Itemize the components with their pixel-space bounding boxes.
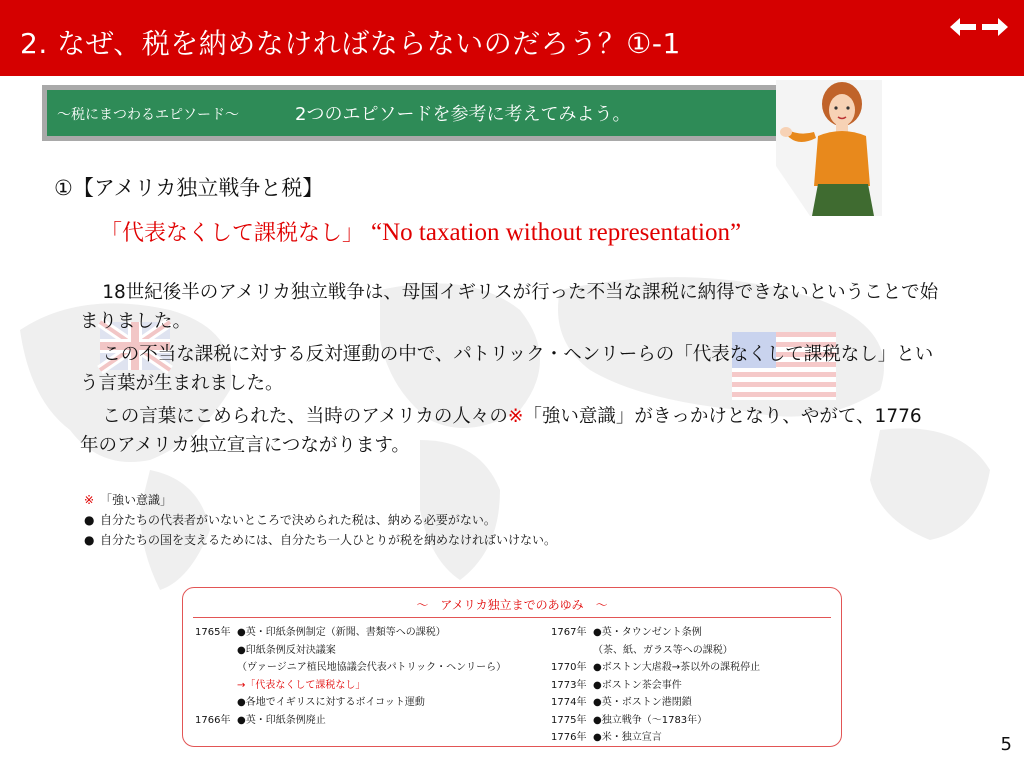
presenter-illustration (770, 76, 888, 216)
arrow-right-icon[interactable] (980, 14, 1010, 40)
list-item: ● 自分たちの国を支えるためには、自分たち一人ひとりが税を納めなければいけない。 (84, 530, 556, 550)
timeline-row: （茶、紙、ガラス等への課税） (593, 644, 733, 656)
note-title: 「強い意識」 (100, 493, 173, 507)
slide-navigation (948, 14, 1010, 40)
timeline-row: 1765年 ●英・印紙条例制定（新聞、書類等への課税） (195, 627, 446, 638)
header-bar (0, 0, 1024, 76)
notes (84, 490, 556, 550)
paragraph-3: この言葉にこめられた、当時のアメリカの人々の※「強い意識」がきっかけとなり、やがて、1776年のアメリカ独立宣言につながります。 (80, 406, 922, 456)
timeline-row: 1774年 ●英・ボストン港閉鎖 (551, 697, 692, 708)
timeline-row: （ヴァージニア植民地協議会代表パトリック・ヘンリーら） (237, 662, 507, 673)
timeline-row: 1770年 ●ボストン大虐殺→茶以外の課税停止 (551, 662, 761, 673)
bullet-icon: ● (84, 533, 95, 547)
page-title: 2. なぜ、税を納めなければならないのだろう？①-1 (20, 27, 681, 60)
note-title-row (84, 490, 556, 510)
note-marker: ※ (507, 406, 524, 427)
timeline-row: 1773年 ●ボストン茶会事件 (551, 679, 682, 691)
note-mark: ※ (84, 493, 95, 507)
motto (100, 216, 741, 247)
timeline-row: ●印紙条例反対決議案 (237, 644, 336, 656)
timeline-row: →「代表なくして課税なし」 (237, 679, 366, 691)
paragraph-1: 18世紀後半のアメリカ独立戦争は、母国イギリスが行った不当な課税に納得できないということで始まりました。 (80, 282, 939, 332)
arrow-left-icon[interactable] (948, 14, 978, 40)
subtitle-text: 2つのエピソードを参考に考えてみよう。 (295, 104, 631, 125)
page-number: 5 (1000, 734, 1012, 755)
timeline-row: 1767年 ●英・タウンゼント条例 (551, 627, 702, 638)
subtitle-bar (42, 85, 792, 141)
motto-japanese: 「代表なくして課税なし」 (100, 221, 365, 246)
paragraph-2: この不当な課税に対する反対運動の中で、パトリック・ヘンリーらの「代表なくして課税なし」という言葉が生まれました。 (80, 344, 934, 394)
list-item: ● 自分たちの代表者がいないところで決められた税は、納める必要がない。 (84, 510, 556, 530)
timeline-left-column (195, 624, 506, 729)
timeline-row: ●各地でイギリスに対するボイコット運動 (237, 697, 425, 708)
timeline-row: 1775年 ●独立戦争（～1783年） (551, 714, 708, 726)
timeline-row: 1766年 ●英・印紙条例廃止 (195, 714, 326, 726)
body-text (80, 278, 940, 464)
timeline-row: 1776年 ●米・独立宣言 (551, 732, 662, 743)
timeline-title: ～ アメリカ独立までのあゆみ ～ (416, 598, 608, 612)
section-heading: ①【アメリカ独立戦争と税】 (54, 176, 324, 200)
timeline-box (182, 587, 842, 747)
timeline-right-column (551, 624, 760, 747)
motto-english: “No taxation without representation” (371, 219, 742, 246)
episode-label: ～税にまつわるエピソード～ (57, 107, 239, 123)
subtitle-panel (47, 90, 787, 136)
timeline-divider (193, 617, 831, 618)
bullet-icon: ● (84, 513, 95, 527)
